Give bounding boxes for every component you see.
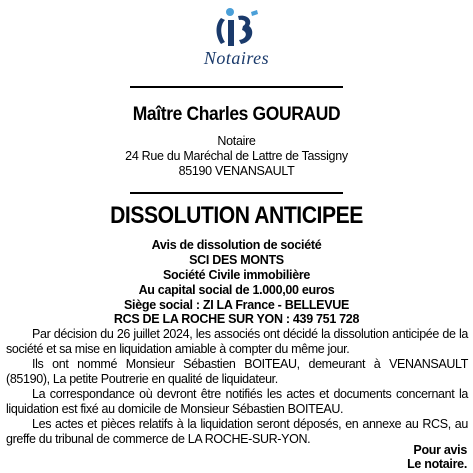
notice-body: [6, 327, 468, 447]
company-seat: Siège social : ZI LA France - BELLEVUE: [124, 298, 349, 312]
notary-city: 85190 VENANSAULT: [178, 164, 295, 178]
notary-name: Maître Charles GOURAUD: [132, 104, 341, 125]
sign-le-notaire: Le notaire.: [407, 457, 467, 471]
notary-role: Notaire: [217, 134, 256, 148]
bottom-divider: [130, 192, 343, 194]
body-paragraph: La correspondance où devront être notifiés les actes et documents concernant la liquidation est fixé au domicile de Monsieur Sébastien BOITEAU.: [6, 387, 468, 416]
body-paragraph: Les actes et pièces relatifs à la liquidation seront déposés, en annexe au RCS, au greffe du tribunal de commerce de LA ROCHE-SUR-YON.: [6, 417, 468, 446]
top-divider: [130, 86, 343, 88]
notice-title: DISSOLUTION ANTICIPEE: [110, 202, 363, 229]
company-capital: Au capital social de 1.000,00 euros: [138, 283, 335, 297]
body-paragraph: Ils ont nommé Monsieur Sébastien BOITEAU, demeurant à VENANSAULT (85190), La petite Poutrerie en qualité de liquidateur.: [6, 357, 468, 386]
notice-header-line: Avis de dissolution de société: [151, 238, 322, 252]
sign-pour-avis: Pour avis: [413, 443, 467, 457]
company-rcs: RCS DE LA ROCHE SUR YON : 439 751 728: [113, 312, 360, 326]
body-paragraph: Par décision du 26 juillet 2024, les associés ont décidé la dissolution anticipée de la société et sa mise en liquidation amiable à compter du même jour.: [6, 327, 468, 356]
company-name: SCI DES MONTS: [189, 253, 284, 267]
notary-address: 24 Rue du Maréchal de Lattre de Tassigny: [125, 149, 348, 163]
company-type: Société Civile immobilière: [162, 268, 311, 282]
notaires-logo: [0, 6, 473, 72]
notaires-emblem-icon: [207, 6, 267, 50]
notaires-wordmark: Notaires: [203, 48, 270, 68]
